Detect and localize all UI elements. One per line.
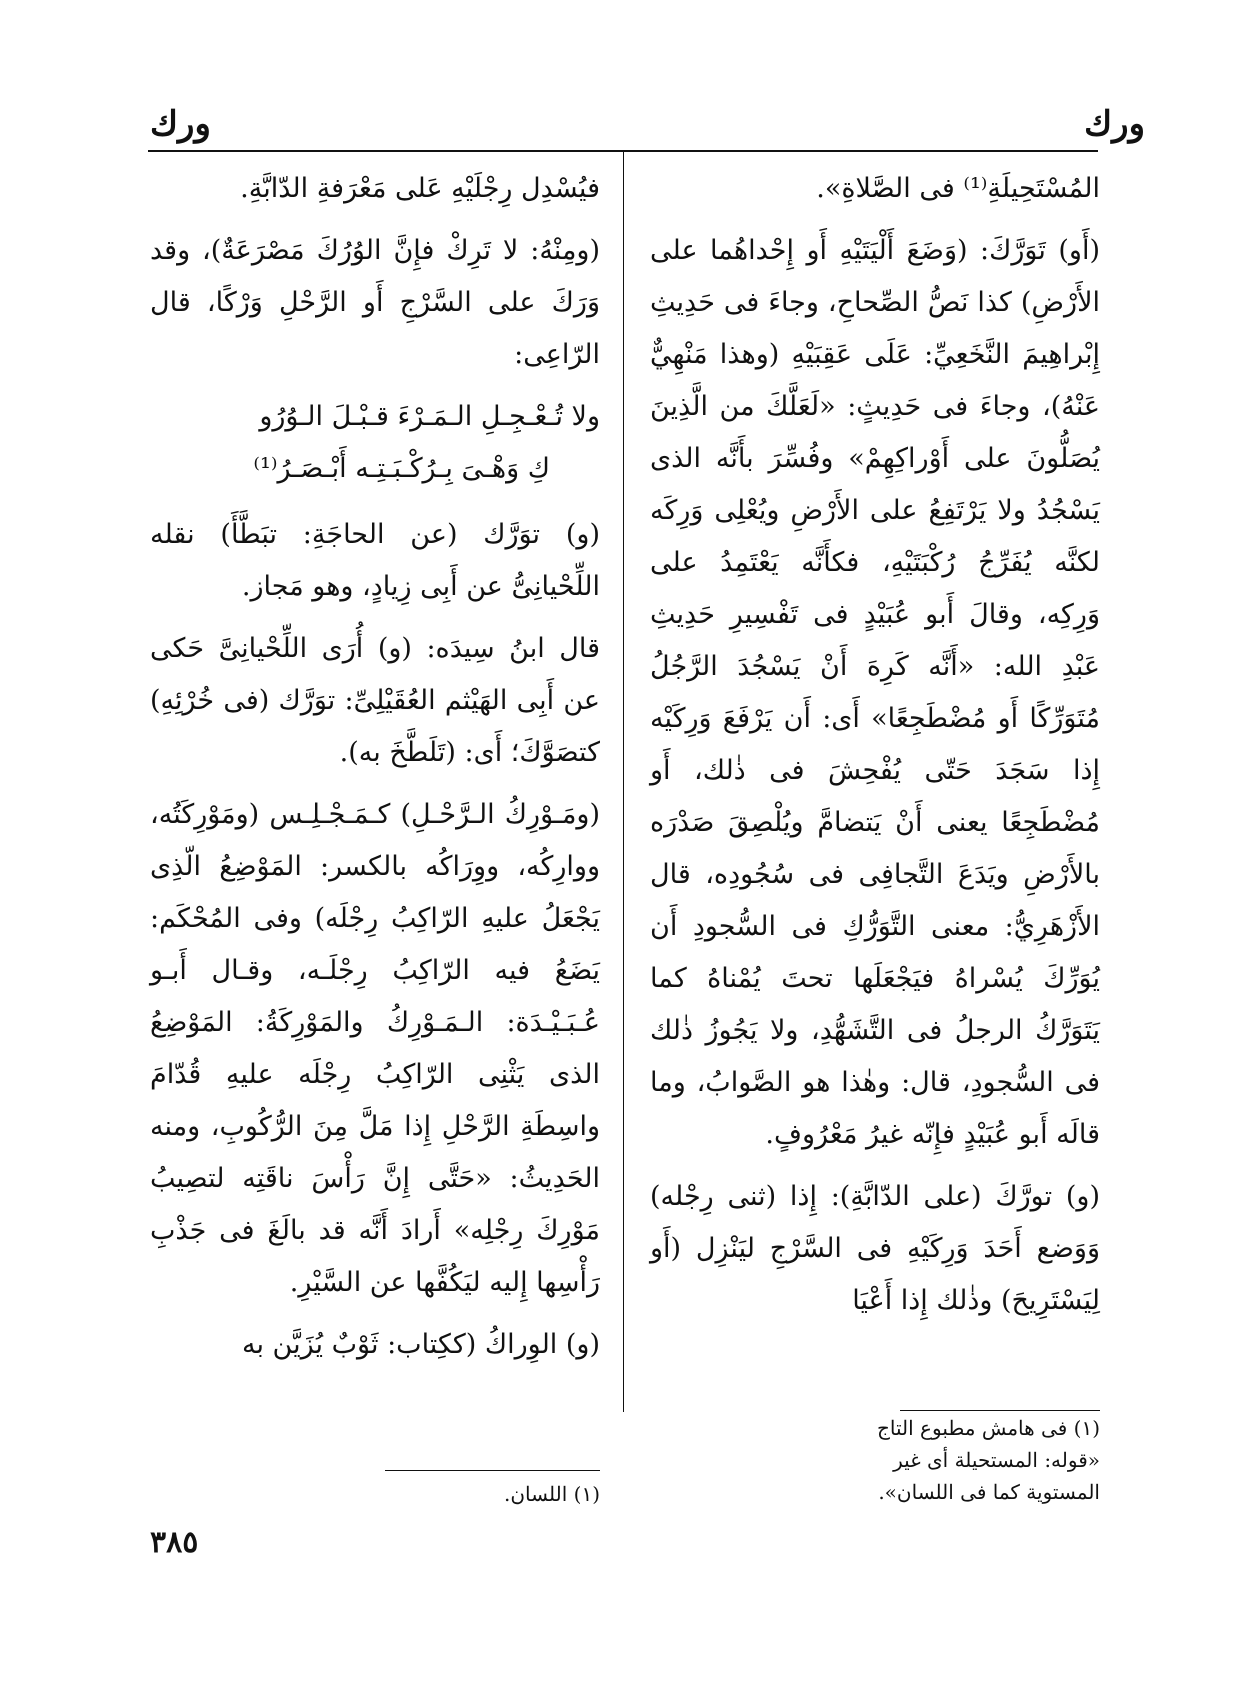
column-divider [623, 152, 624, 1412]
running-head-right: ورك [1084, 104, 1145, 144]
poem-line: ولا تُـعْـجِـلِ الـمَـرْءَ قـبْـلَ الـوُرُو [259, 401, 600, 432]
paragraph: (و) تورَّكَ (على الدّابَّةِ): إِذا (ثنى رِجْله) وَوَضع أَحَدَ وَرِكَيْهِ فى السَّرْجِ ليَنْزِل (أَو لِيَسْتَرِيحَ) وذٰلك إِذا أَعْيَا [650, 1181, 1100, 1316]
left-column [150, 163, 600, 1381]
right-column [650, 163, 1100, 1337]
paragraph: المُسْتَحِيلَةِ⁽¹⁾ فى الصَّلاةِ». [816, 173, 1100, 204]
footnote-rule-right [900, 1410, 1100, 1411]
footnote-rule-left [385, 1470, 600, 1471]
poem-line: كِ وَهْـىَ بِـرُكْـبَـتِـه أَبْـصَـرُ⁽¹⁾ [253, 453, 550, 484]
paragraph: (ومَـوْرِكُ الـرَّحْـلِ) كـمَـجْـلِـس (ومَوْرِكَتُه، ووارِكُه، ووِرَاكُه بالكسر: المَوْضِعُ الّذِى يَجْعَلُ عليهِ الرّاكِبُ رِجْلَه) وفى المُحْكَم: يَضَعُ فيه الرّاكِبُ رِجْلَـه، وقـال أَبـو عُـبَـيْـدَة: الـمَـوْرِكُ والمَوْرِكَةُ: المَوْضِعُ الذى يَثْنِى الرّاكِبُ رِجْلَه عليهِ قُدّامَ واسِطَةِ الرَّحْلِ إِذا مَلَّ مِنَ الرُّكُوبِ، ومنه الحَدِيثُ: «حَتَّى إِنَّ رَأْسَ ناقَتِه لتصِيبُ مَوْرِكَ رِجْلِه» أَرادَ أَنَّه قد بالَغَ فى جَذْبِ رَأْسِها إِليه ليَكُفَّها عن السَّيْرِ. [150, 799, 600, 1298]
page-number: ٣٨٥ [150, 1525, 199, 1560]
running-head-left: ورك [150, 104, 211, 144]
paragraph: (و) توَرَّك (عن الحاجَةِ: تبَطَّأَ) نقله اللِّحْيانِىُّ عن أَبِى زِيادٍ، وهو مَجاز. [150, 519, 600, 602]
footnote-left: (١) اللسان. [504, 1482, 600, 1506]
paragraph: فيُسْدِل رِجْلَيْهِ عَلى مَعْرَفةِ الدّابَّةِ. [240, 173, 600, 204]
paragraph: (ومِنْهُ: لا تَرِكْ فإِنَّ الوُرُكَ مَصْرَعَةٌ)، وقد وَرَكَ على السَّرْجِ أَو الرَّحْلِ وَرْكًا، قال الرّاعِى: [150, 235, 600, 370]
poem [150, 391, 600, 495]
footnote-right: (١) فى هامش مطبوع التاج «قوله: المستحيلة أى غير المستوية كما فى اللسان». [877, 1416, 1100, 1504]
paragraph: قال ابنُ سِيدَه: (و) أُرَى اللِّحْيانِىَّ حَكى عن أَبِى الهَيْثم العُقَيْلِىِّ: توَرَّك (فى خُرْئِهِ) كتصَوَّكَ؛ أَى: (تَلَطَّخَ به). [150, 633, 600, 768]
paragraph: (أَو) تَوَرَّكَ: (وَضَعَ أَلْيَتَيْهِ أَو إِحْداهُما على الأَرْضِ) كذا نَصُّ الصِّحاحِ، وجاءَ فى حَدِيثِ إِبْراهِيمَ النَّخَعِيِّ: عَلَى عَقِبَيْهِ (وهذا مَنْهِيٌّ عَنْهُ)، وجاءَ فى حَدِيثٍ: «لَعَلَّكَ من الَّذِينَ يُصَلُّونَ على أَوْراكِهِمْ» وفُسِّرَ بأَنَّه الذى يَسْجُدُ ولا يَرْتَفِعُ على الأَرْضِ ويُعْلِى وَرِكَه لكنَّه يُفَرِّجُ رُكْبَتَيْهِ، فكأَنَّه يَعْتَمِدُ على وَرِكِه، وقالَ أَبو عُبَيْدٍ فى تَفْسِيرِ حَدِيثِ عَبْدِ الله: «أَنَّه كَرِهَ أَنْ يَسْجُدَ الرَّجُلُ مُتَوَرِّكًا أَو مُضْطَجِعًا» أَى: أَن يَرْفَعَ وَرِكَيْه إِذا سَجَدَ حَتّى يُفْحِشَ فى ذٰلك، أَو مُضْطَجِعًا يعنى أَنْ يَتضامَّ ويُلْصِقَ صَدْرَه بالأَرْضِ ويَدَعَ التَّجافِى فى سُجُودِه، قال الأَزْهَرِيُّ: معنى التَّوَرُّكِ فى السُّجودِ أَن يُوَرِّكَ يُسْراهُ فيَجْعَلَها تحتَ يُمْناهُ كما يَتَوَرَّكُ الرجلُ فى التَّشَهُّدِ، ولا يَجُوزُ ذٰلك فى السُّجودِ، قال: وهٰذا هو الصَّوابُ، وما قالَه أَبو عُبَيْدٍ فإِنّه غيرُ مَعْرُوفٍ. [650, 235, 1100, 1150]
paragraph: (و) الوِراكُ (ككِتاب: ثَوْبٌ يُزَيَّن به [241, 1329, 600, 1360]
